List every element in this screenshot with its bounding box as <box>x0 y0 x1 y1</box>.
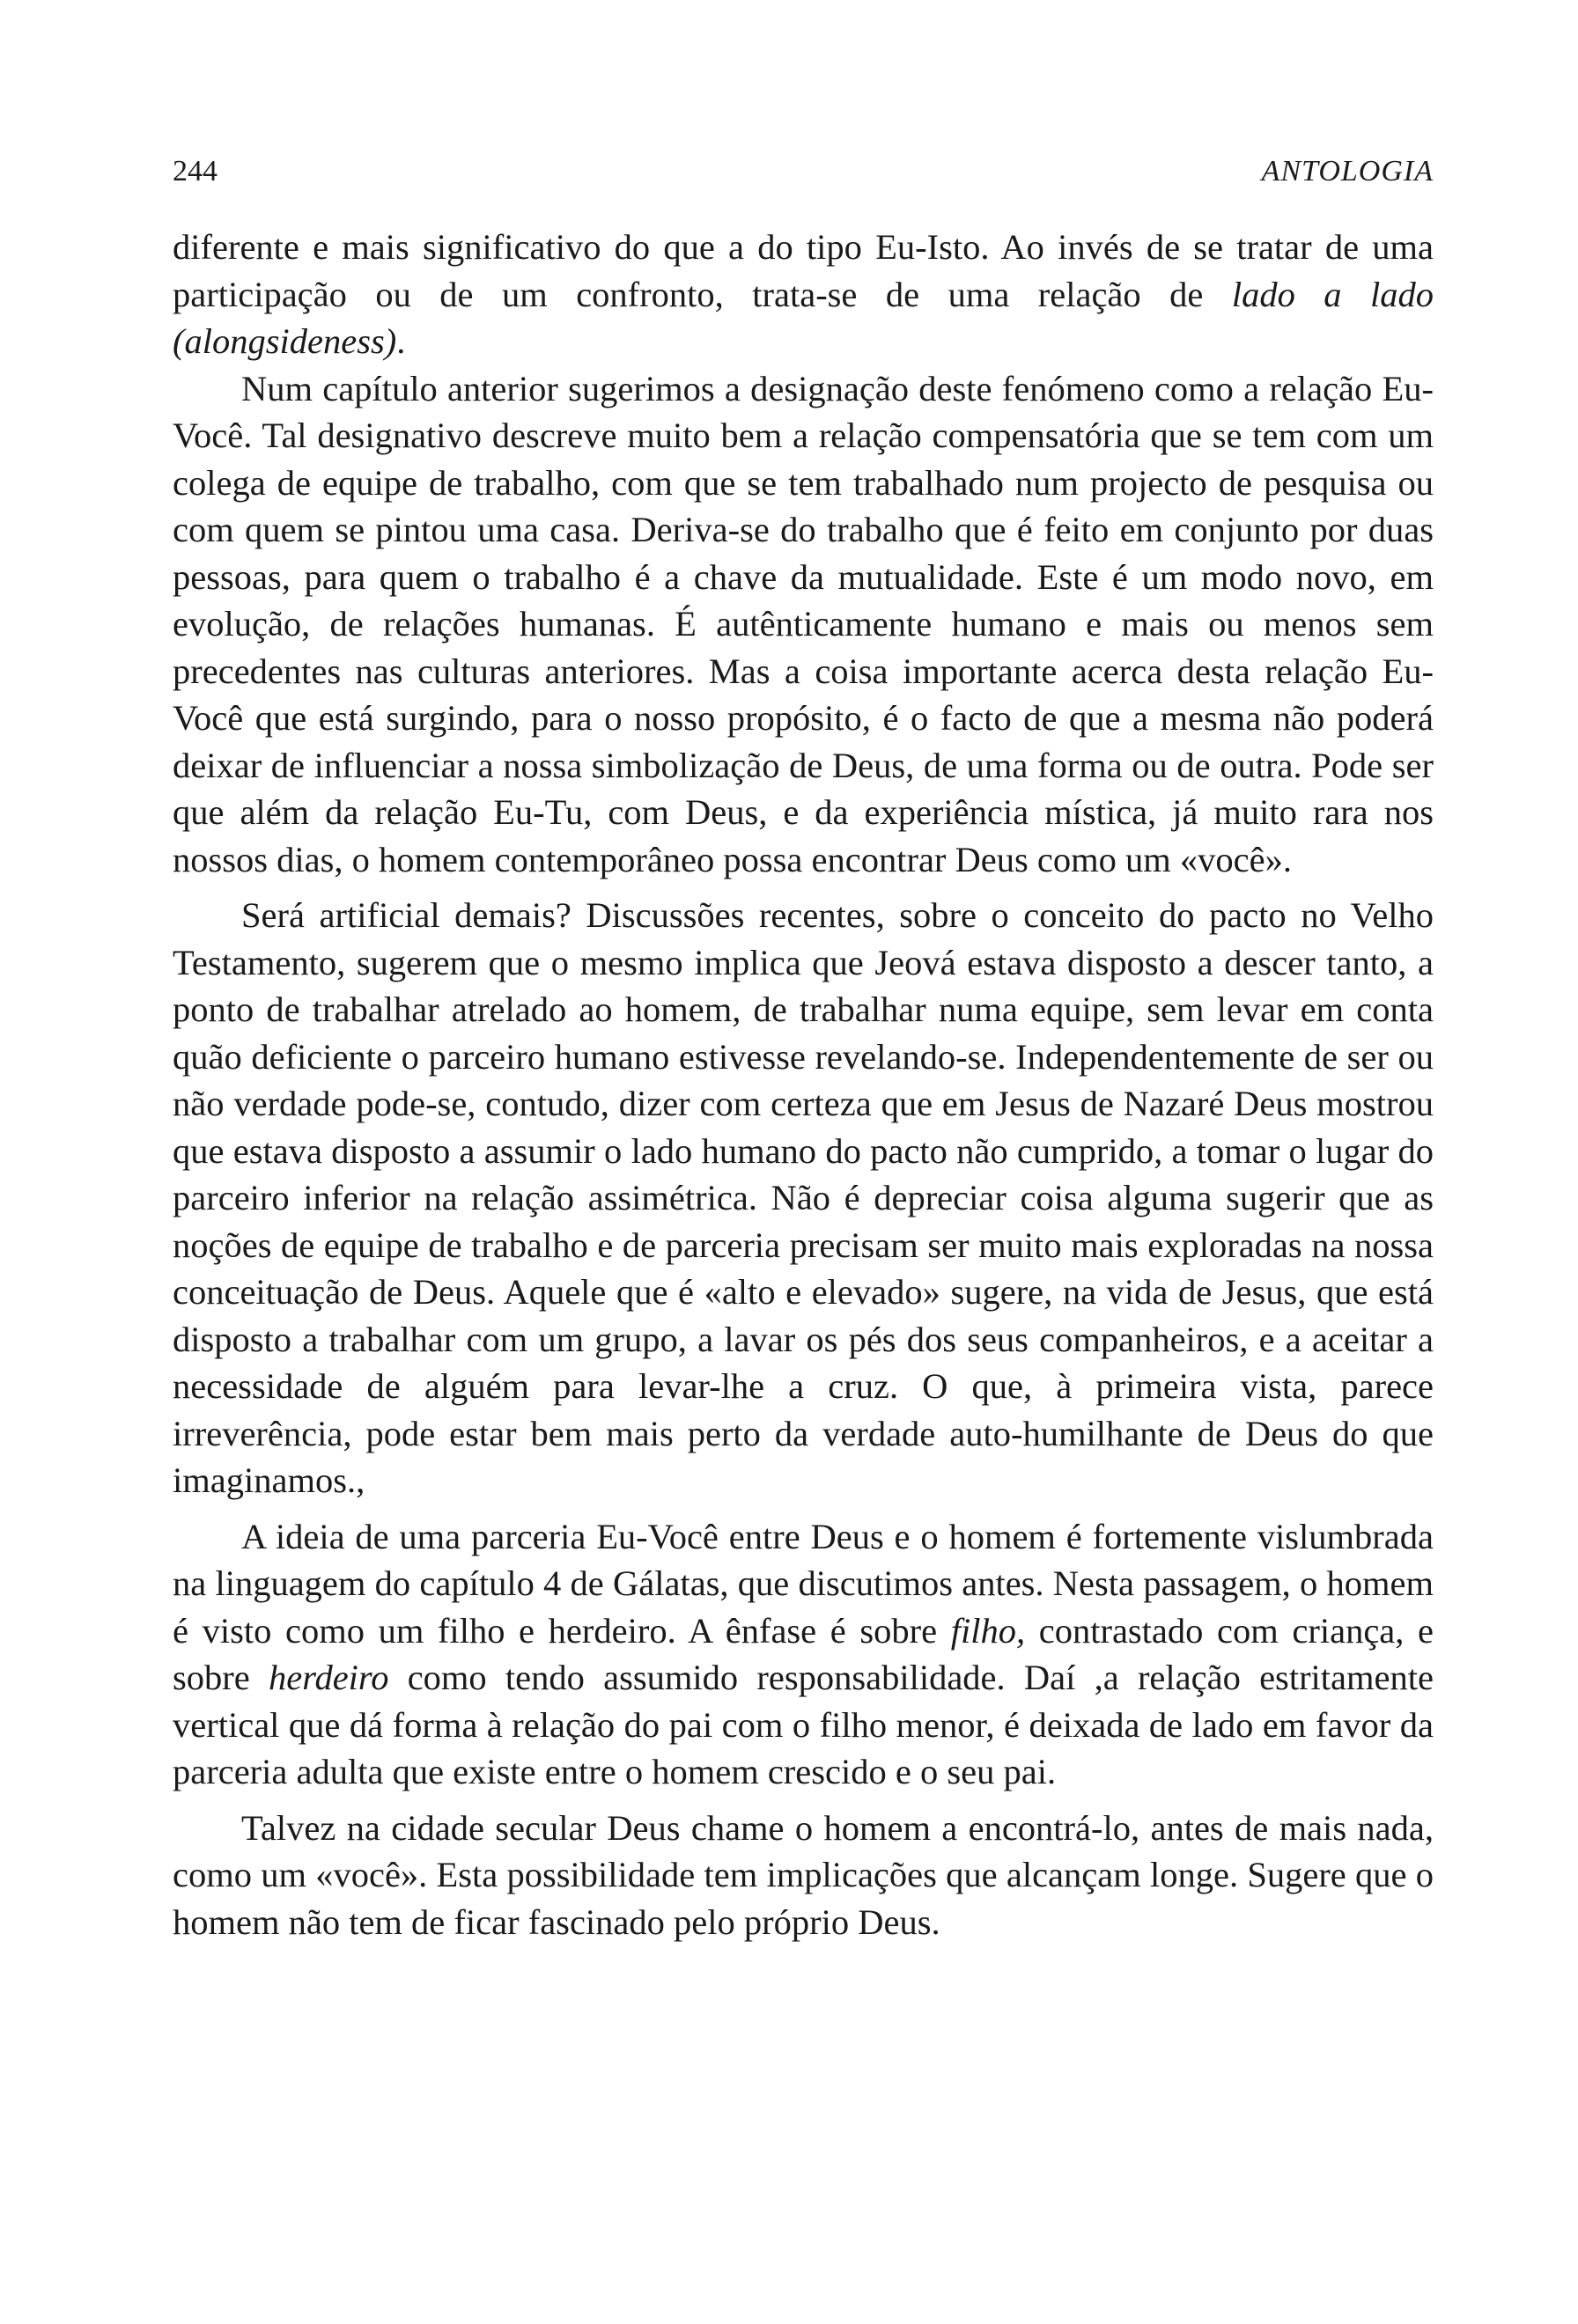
paragraph-4-text-a: A ideia de uma parceria Eu-Você entre Deus e o homem é fortemente vislumbrada na linguagem do capítulo 4 de Gálatas, que discutimos antes. Nesta passagem, o homem é visto como um filho e herdeiro. A ênfase é sobre <box>173 1516 1434 1651</box>
paragraph-4-text-c: como tendo assumido responsabilidade. Daí ,a relação estritamente vertical que dá forma à relação do pai com o filho menor, é deixada de lado em favor da parceria adulta que existe entre o homem crescido e o seu pai. <box>173 1658 1434 1791</box>
paragraph-1-text-c: . <box>396 321 406 361</box>
paragraph-5: Talvez na cidade secular Deus chame o homem a encontrá-lo, antes de mais nada, como um «você». Esta possibilidade tem implicações que alcançam longe. Sugere que o homem não tem de ficar fascinado pelo próprio Deus. <box>173 1807 1434 1942</box>
paragraph-1-italic-b: (alongsideness) <box>173 321 397 361</box>
body-text <box>173 224 1434 1945</box>
paragraph-2: Num capítulo anterior sugerimos a designação deste fenómeno como a relação Eu-Você. Tal designativo descreve muito bem a relação compensatória que se tem com um colega de equipe de trabalho, com que se tem trabalhado num projecto de pesquisa ou com quem se pintou uma casa. Deriva-se do trabalho que é feito em conjunto por duas pessoas, para quem o trabalho é a chave da mutualidade. Este é um modo novo, em evolução, de relações humanas. É autênticamente humano e mais ou menos sem precedentes nas culturas anteriores. Mas a coisa importante acerca desta relação Eu-Você que está surgindo, para o nosso propósito, é o facto de que a mesma não poderá deixar de influenciar a nossa simbolização de Deus, de uma forma ou de outra. Pode ser que além da relação Eu-Tu, com Deus, e da experiência mística, já muito rara nos nossos dias, o homem contemporâneo possa encontrar Deus como um «você». <box>173 368 1434 879</box>
paragraph-1-text-a: diferente e mais significativo do que a do tipo Eu-Isto. Ao invés de se tratar de uma participação ou de um confronto, trata-se de uma relação de <box>173 227 1434 314</box>
paragraph-4-italic-a: filho, <box>950 1610 1026 1651</box>
paragraph-4-text-b: contrastado com criança, e sobre <box>173 1610 1434 1697</box>
paragraph-1-italic-a: lado a lado <box>1231 274 1434 314</box>
page-number: 244 <box>173 155 218 188</box>
paragraph-4-italic-b: herdeiro <box>268 1658 389 1697</box>
page-header <box>173 150 1434 194</box>
running-head: ANTOLOGIA <box>1261 155 1434 188</box>
paragraph-3: Será artificial demais? Discussões recentes, sobre o conceito do pacto no Velho Testamento, sugerem que o mesmo implica que Jeová estava disposto a descer tanto, a ponto de trabalhar atrelado ao homem, de trabalhar numa equipe, sem levar em conta quão deficiente o parceiro humano estivesse revelando-se. Independentemente de ser ou não verdade pode-se, contudo, dizer com certeza que em Jesus de Nazaré Deus mostrou que estava disposto a assumir o lado humano do pacto não cumprido, a tomar o lugar do parceiro inferior na relação assimétrica. Não é depreciar coisa alguma sugerir que as noções de equipe de trabalho e de parceria precisam ser muito mais exploradas na nossa conceituação de Deus. Aquele que é «alto e elevado» sugere, na vida de Jesus, que está disposto a trabalhar com um grupo, a lavar os pés dos seus companheiros, e a aceitar a necessidade de alguém para levar-lhe a cruz. O que, à primeira vista, parece irreverência, pode estar bem mais perto da verdade auto-humilhante de Deus do que imaginamos., <box>173 895 1434 1500</box>
paragraph-1 <box>173 224 1434 365</box>
paragraph-4 <box>173 1513 1434 1796</box>
